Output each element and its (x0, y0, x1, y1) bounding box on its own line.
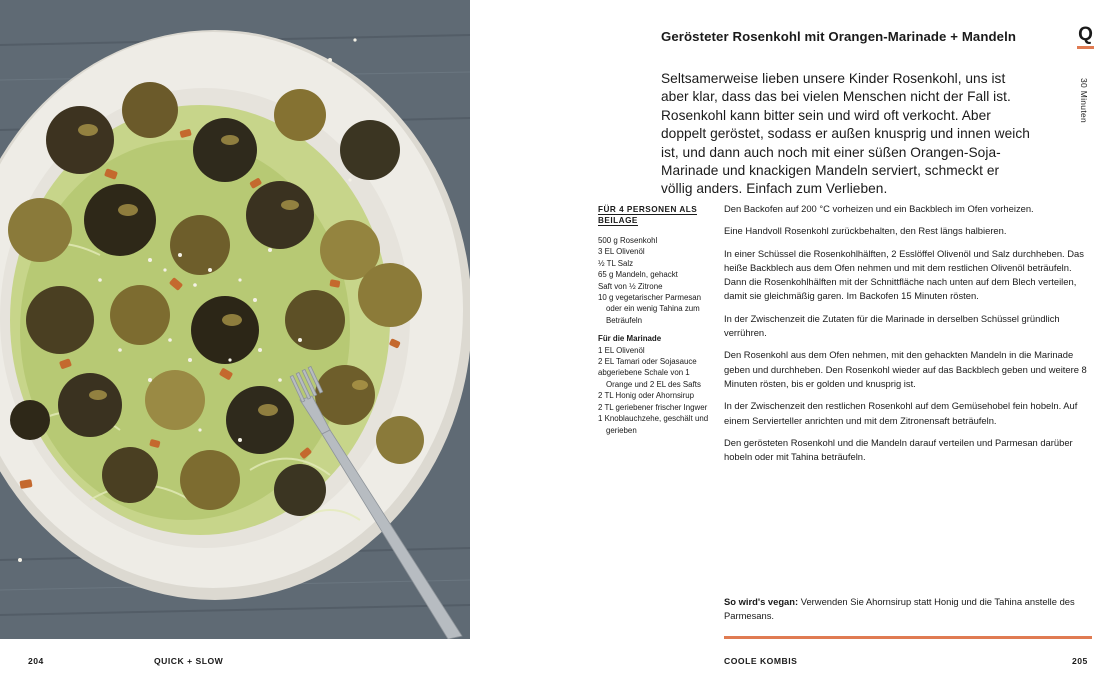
left-page-number: 204 (28, 656, 44, 666)
tip-divider (724, 636, 1092, 639)
left-running-footer: QUICK + SLOW (154, 656, 224, 666)
method-step: Den Backofen auf 200 °C vorheizen und ein Backblech im Ofen vorheizen. (724, 203, 1034, 214)
method-step: In der Zwischenzeit die Zutaten für die Marinade in derselben Schüssel gründlich verrühren. (724, 312, 1060, 339)
category-underline (1077, 46, 1094, 49)
marinade-item: 2 EL Tamari oder Sojasauce (598, 357, 697, 367)
marinade-ingredient-list (598, 345, 718, 436)
ingredient-item: 10 g vegetarischer Parmesan oder ein wenig Tahina zum Beträufeln (598, 293, 702, 325)
servings-heading: FÜR 4 PERSONEN ALS BEILAGE (598, 205, 698, 225)
ingredient-item: 500 g Rosenkohl (598, 236, 658, 245)
marinade-item: abgeriebene Schale von 1 Orange und 2 EL des Safts (598, 368, 701, 389)
quick-category-icon: Q (1078, 24, 1093, 45)
marinade-item: 2 TL Honig oder Ahornsirup (598, 391, 695, 401)
method-step: Den Rosenkohl aus dem Ofen nehmen, mit den gehackten Mandeln in die Marinade geben und durchheben. Den Rosenkohl wieder auf das Backblech geben und weitere 8 Minuten rösten, bis er golden und knusprig ist. (724, 349, 1087, 389)
method-step: In der Zwischenzeit den restlichen Rosenkohl auf dem Gemüsehobel fein hobeln. Auf einem Servierteller anrichten und mit dem Zitronensaft beträufeln. (724, 400, 1078, 426)
marinade-item: 1 EL Olivenöl (598, 345, 645, 355)
ingredient-list (598, 235, 718, 326)
recipe-title: Gerösteter Rosenkohl mit Orangen-Marinade + Mandeln (661, 29, 1017, 44)
ingredient-item: Saft von ½ Zitrone (598, 281, 663, 291)
method-step: Eine Handvoll Rosenkohl zurückbehalten, den Rest längs halbieren. (724, 225, 1007, 237)
ingredients-panel (598, 204, 718, 436)
method-step: Den gerösteten Rosenkohl und die Mandeln darauf verteilen und Parmesan darüber hobeln oder mit Tahina beträufeln. (724, 436, 1073, 463)
recipe-intro: Seltsamerweise lieben unsere Kinder Rosenkohl, uns ist aber klar, dass das bei vielen Menschen nicht der Fall ist. Rosenkohl kann bitter sein und wird oft verkocht. Aber doppelt geröstet, sodass er außen knusprig und innen weich ist, und dann auch noch mit einer süßen Orangen-Soja-Marinade und knackigen Mandeln serviert, schmeckt er völlig anders. Einfach zum Verlieben. (661, 71, 1030, 197)
cooking-time: 30 Minuten (1079, 78, 1089, 124)
marinade-item: 1 Knoblauchzehe, geschält und gerieben (598, 414, 709, 435)
right-page-number: 205 (1072, 656, 1088, 666)
recipe-photo (0, 0, 470, 639)
ingredient-item: 3 EL Olivenöl (598, 247, 645, 257)
marinade-heading: Für die Marinade (598, 334, 662, 344)
vegan-tip-label: So wird's vegan: (724, 596, 799, 607)
method-steps (724, 202, 1092, 472)
ingredient-item: ½ TL Salz (598, 258, 634, 268)
vegan-tip-text: Verwenden Sie Ahornsirup statt Honig und die Tahina anstelle des Parmesans. (724, 596, 1075, 622)
brussels-sprouts-dish-illustration (0, 0, 470, 639)
marinade-item: 2 TL geriebener frischer Ingwer (598, 402, 708, 412)
ingredient-item: 65 g Mandeln, gehackt (598, 270, 678, 280)
right-running-footer: COOLE KOMBIS (724, 656, 798, 666)
method-step: In einer Schüssel die Rosenkohlhälften, 2 Esslöffel Olivenöl und Salz durchheben. Das heiße Backblech aus dem Ofen nehmen und mit dem restlichen Olivenöl beträufeln. Dann die Rosenkohlhälften mit der Schnittfläche nach unten auf dem Blech verteilen, damit sie gleichmäßig garen. Im Backofen 15 Minuten rösten. (724, 247, 1084, 302)
vegan-tip (724, 595, 1092, 624)
